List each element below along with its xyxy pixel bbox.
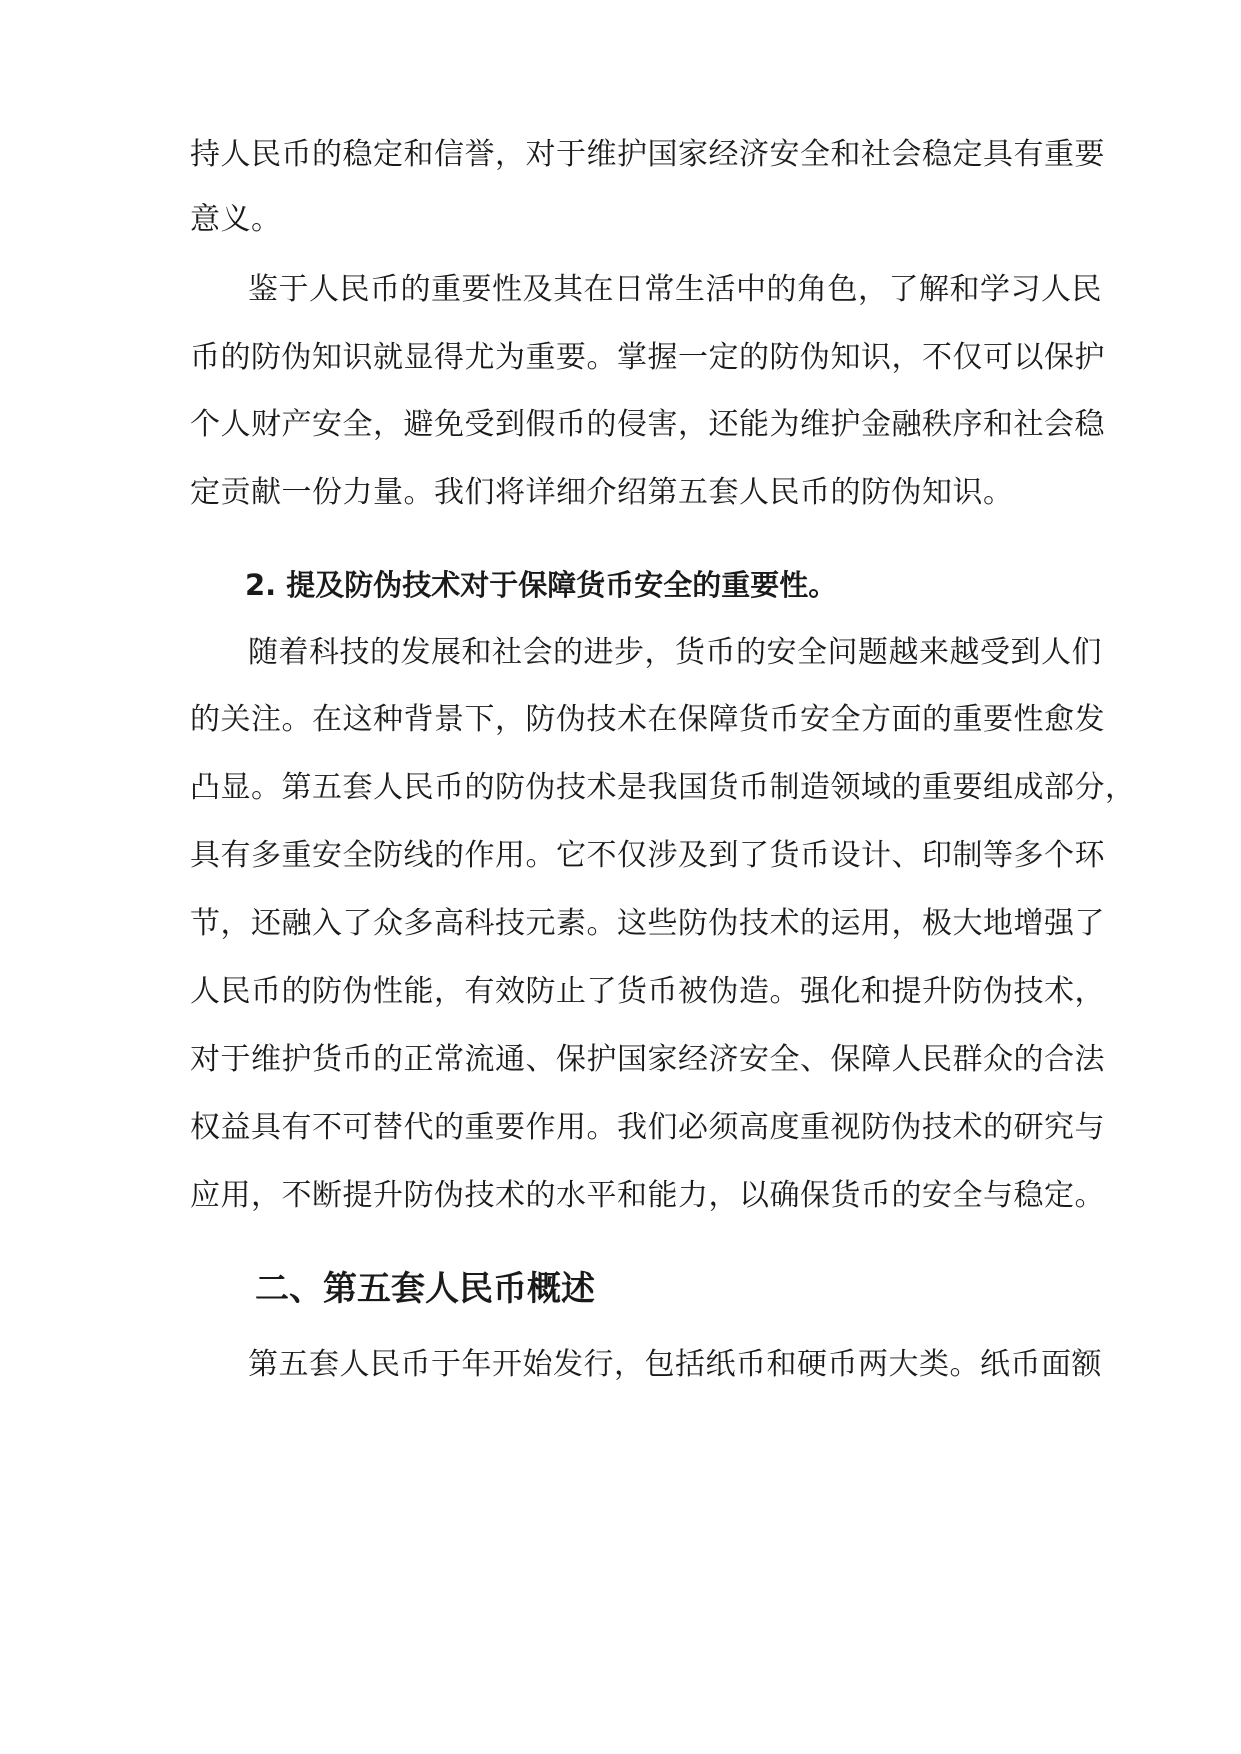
text-line: 对于维护货币的正常流通、保护国家经济安全、保障人民群众的合法 <box>190 1042 1105 1077</box>
text-line: 个人财产安全，避免受到假币的侵害，还能为维护金融秩序和社会稳 <box>190 407 1105 442</box>
text-line: 权益具有不可替代的重要作用。我们必须高度重视防伪技术的研究与 <box>190 1110 1105 1145</box>
text-line: 人民币的防伪性能，有效防止了货币被伪造。强化和提升防伪技术， <box>190 974 1105 1009</box>
text-line: 币的防伪知识就显得尤为重要。掌握一定的防伪知识，不仅可以保护 <box>190 340 1105 375</box>
text-line: 意义。 <box>190 202 282 237</box>
section-heading: 二、第五套人民币概述 <box>255 1269 595 1309</box>
text-line: 具有多重安全防线的作用。它不仅涉及到了货币设计、印制等多个环 <box>190 838 1105 873</box>
text-line: 的关注。在这种背景下，防伪技术在保障货币安全方面的重要性愈发 <box>190 702 1105 737</box>
text-line: 节，还融入了众多高科技元素。这些防伪技术的运用，极大地增强了 <box>190 906 1105 941</box>
text-line: 鉴于人民币的重要性及其在日常生活中的角色，了解和学习人民 <box>248 272 1102 307</box>
text-line: 应用，不断提升防伪技术的水平和能力，以确保货币的安全与稳定。 <box>190 1178 1105 1213</box>
subheading: 2. 提及防伪技术对于保障货币安全的重要性。 <box>245 568 838 602</box>
text-line: 持人民币的稳定和信誉，对于维护国家经济安全和社会稳定具有重要 <box>190 137 1105 172</box>
text-line: 随着科技的发展和社会的进步，货币的安全问题越来越受到人们 <box>248 635 1102 670</box>
text-line: 第五套人民币于年开始发行，包括纸币和硬币两大类。纸币面额 <box>248 1347 1102 1382</box>
text-line: 凸显。第五套人民币的防伪技术是我国货币制造领域的重要组成部分， <box>190 770 1136 805</box>
text-line: 定贡献一份力量。我们将详细介绍第五套人民币的防伪知识。 <box>190 475 1014 510</box>
